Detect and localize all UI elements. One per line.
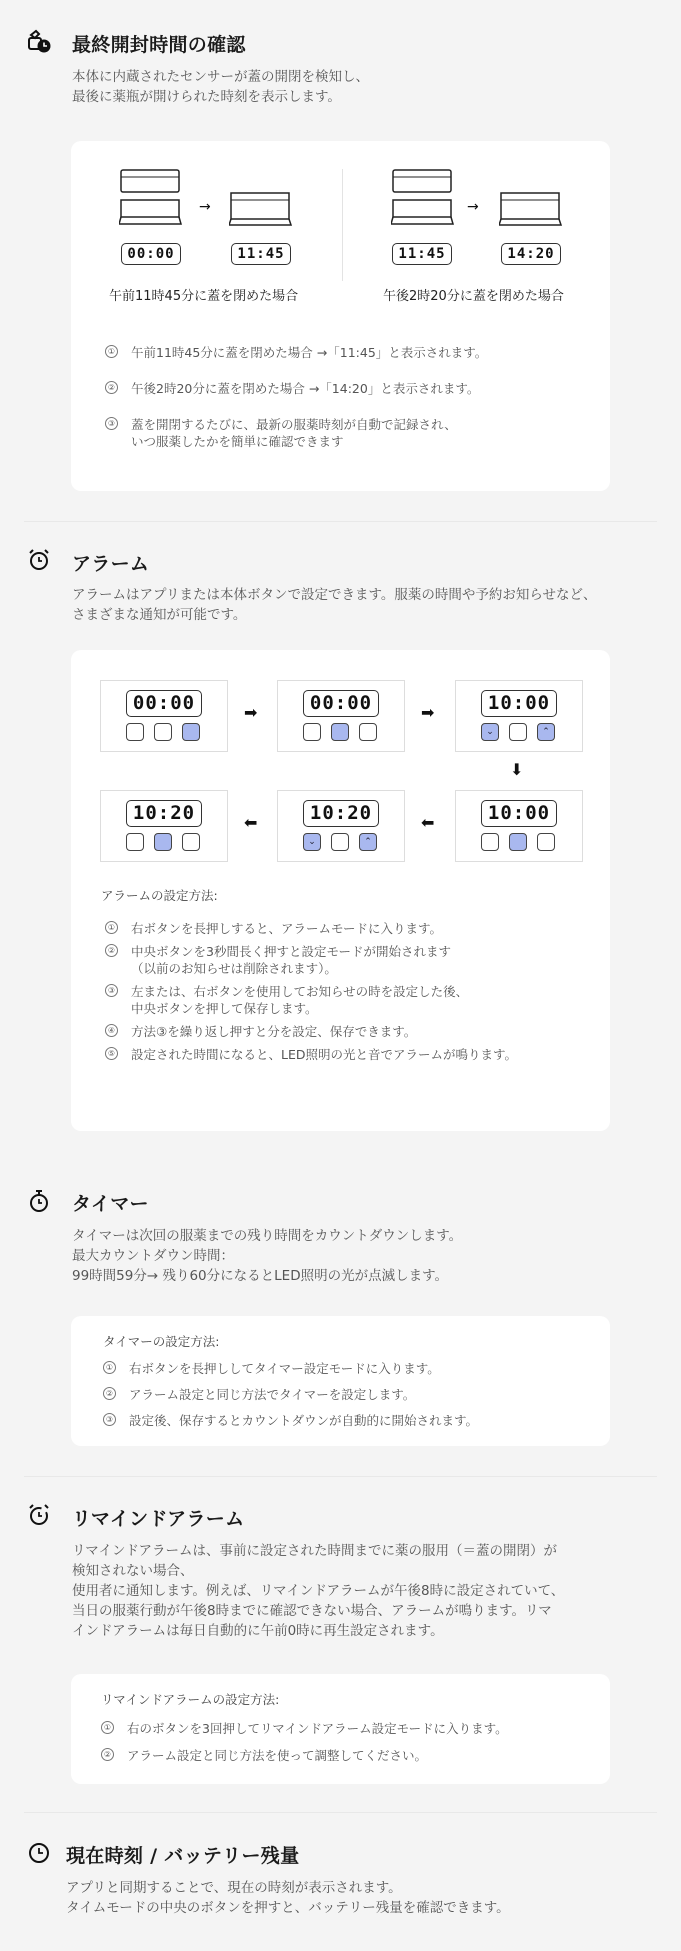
section-title: 最終開封時間の確認 [72, 34, 246, 56]
section-title: アラーム [72, 553, 150, 575]
desc-line: 当日の服薬行動が午後8時までに確認できない場合、アラームが鳴ります。リマ [72, 1603, 552, 1619]
right-button [182, 723, 200, 741]
section-title: リマインドアラーム [72, 1508, 245, 1530]
display-after: 11:45 [231, 243, 291, 265]
device-state-1 [100, 680, 228, 752]
device-state-3 [455, 680, 583, 752]
list-heading: リマインドアラームの設定方法: [101, 1692, 280, 1707]
center-button [331, 723, 349, 741]
display-after: 14:20 [501, 243, 561, 265]
list-item: ② アラーム設定と同じ方法でタイマーを設定します。 [103, 1386, 478, 1403]
section-description [66, 1878, 510, 1918]
display-before: 11:45 [392, 243, 452, 265]
list-item: ② アラーム設定と同じ方法を使って調整してください。 [101, 1747, 508, 1764]
device-display: 00:00 [126, 690, 202, 717]
arrow-right-icon: → [467, 199, 479, 215]
list-item: ③ 蓋を開閉するたびに、最新の服薬時刻が自動で記録され、 いつ服薬したかを簡単に確認できます [105, 416, 487, 450]
arrow-left-icon: ⬅ [421, 813, 435, 832]
device-state-2 [277, 680, 405, 752]
center-button [154, 723, 172, 741]
device-state-4 [455, 790, 583, 862]
desc-line: 99時間59分→ 残り60分になるとLED照明の光が点滅します。 [72, 1268, 449, 1284]
center-button [509, 723, 527, 741]
note-list [101, 886, 517, 1075]
remind-alarm-card [71, 1674, 610, 1784]
display-before: 00:00 [121, 243, 181, 265]
section-description [72, 1541, 564, 1641]
desc-line: アプリと同期することで、現在の時刻が表示されます。 [66, 1880, 402, 1896]
section-divider [24, 1812, 657, 1813]
note-list [105, 344, 487, 462]
left-button [126, 723, 144, 741]
left-button [126, 833, 144, 851]
list-item: ① 右ボタンを長押ししてタイマー設定モードに入ります。 [103, 1360, 478, 1377]
arrow-right-icon: ➡ [244, 703, 258, 722]
list-heading: アラームの設定方法: [101, 888, 218, 903]
chevron-up-icon: ⌃ [364, 837, 372, 847]
device-display: 10:20 [126, 800, 202, 827]
alarm-clock-icon [26, 547, 52, 573]
list-item: ⑤ 設定された時間になると、LED照明の光と音でアラームが鳴ります。 [105, 1046, 517, 1063]
list-item: ② 午後2時20分に蓋を閉めた場合 →「14:20」と表示されます。 [105, 380, 487, 397]
remind-alarm-icon [26, 1502, 52, 1528]
device-state-5 [277, 790, 405, 862]
left-button [303, 723, 321, 741]
right-caption: 午後2時20分に蓋を閉めた場合 [383, 289, 564, 304]
list-item: ③ 左または、右ボタンを使用してお知らせの時を設定した後、 中央ボタンを押して保存します。 [105, 983, 517, 1017]
section-title: タイマー [72, 1193, 149, 1215]
left-button [481, 833, 499, 851]
list-item: ④ 方法③を繰り返し押すと分を設定、保存できます。 [105, 1023, 517, 1040]
alarm-card [71, 650, 610, 1131]
bottle-closed-illustration [229, 191, 293, 227]
section-divider [24, 1476, 657, 1477]
list-heading: タイマーの設定方法: [103, 1334, 220, 1349]
device-display: 10:00 [481, 800, 557, 827]
right-button [359, 833, 377, 851]
desc-line: 最後に薬瓶が開けられた時刻を表示します。 [72, 89, 341, 105]
arrow-left-icon: ⬅ [244, 813, 258, 832]
chevron-down-icon: ⌄ [486, 727, 494, 737]
arrow-right-icon: → [199, 199, 211, 215]
desc-line: 検知されない場合、 [72, 1563, 194, 1579]
desc-line: インドアラームは毎日自動的に午前0時に再生設定されます。 [72, 1623, 444, 1639]
desc-line: リマインドアラームは、事前に設定された時間までに薬の服用（＝蓋の開閉）が [72, 1543, 558, 1559]
arrow-right-icon: ➡ [421, 703, 435, 722]
chevron-down-icon: ⌄ [308, 837, 316, 847]
bottle-closed-illustration [499, 191, 563, 227]
clock-icon [26, 1840, 52, 1866]
vertical-divider [342, 169, 343, 281]
section-divider [24, 521, 657, 522]
left-button [303, 833, 321, 851]
desc-line: アラームはアプリまたは本体ボタンで設定できます。服薬の時間や予約お知らせなど、 [72, 587, 597, 603]
right-button [359, 723, 377, 741]
left-caption: 午前11時45分に蓋を閉めた場合 [109, 289, 299, 304]
bottle-open-illustration [391, 168, 455, 226]
desc-line: タイマーは次回の服薬までの残り時間をカウントダウンします。 [72, 1228, 463, 1244]
chevron-up-icon: ⌃ [542, 727, 550, 737]
device-display: 10:00 [481, 690, 557, 717]
center-button [154, 833, 172, 851]
list-item: ③ 設定後、保存するとカウントダウンが自動的に開始されます。 [103, 1412, 478, 1429]
right-button [537, 833, 555, 851]
left-button [481, 723, 499, 741]
section-description [72, 585, 596, 625]
list-item: ① 午前11時45分に蓋を閉めた場合 →「11:45」と表示されます。 [105, 344, 487, 361]
bottle-open-illustration [119, 168, 183, 226]
arrow-down-icon: ⬇ [510, 760, 524, 779]
device-display: 00:00 [303, 690, 379, 717]
bottle-clock-icon [26, 28, 52, 54]
center-button [331, 833, 349, 851]
stopwatch-icon [26, 1188, 52, 1214]
desc-line: 使用者に通知します。例えば、リマインドアラームが午後8時に設定されていて、 [72, 1583, 565, 1599]
desc-line: 最大カウントダウン時間： [72, 1248, 234, 1264]
section-title: 現在時刻 / バッテリー残量 [66, 1845, 300, 1867]
right-button [537, 723, 555, 741]
desc-line: さまざまな通知が可能です。 [72, 607, 247, 623]
note-list [101, 1690, 508, 1776]
list-item: ② 中央ボタンを3秒間長く押すと設定モードが開始されます （以前のお知らせは削除されます）。 [105, 943, 517, 977]
timer-card [71, 1316, 610, 1446]
center-button [509, 833, 527, 851]
last-open-card [71, 141, 610, 491]
device-state-6 [100, 790, 228, 862]
list-item: ① 右ボタンを長押しすると、アラームモードに入ります。 [105, 920, 517, 937]
right-button [182, 833, 200, 851]
section-description [72, 1226, 462, 1286]
note-list [103, 1332, 478, 1441]
device-display: 10:20 [303, 800, 379, 827]
desc-line: 本体に内蔵されたセンサーが蓋の開閉を検知し、 [72, 69, 369, 85]
list-item: ① 右のボタンを3回押してリマインドアラーム設定モードに入ります。 [101, 1720, 508, 1737]
desc-line: タイムモードの中央のボタンを押すと、バッテリー残量を確認できます。 [66, 1900, 510, 1916]
section-description [72, 67, 369, 107]
